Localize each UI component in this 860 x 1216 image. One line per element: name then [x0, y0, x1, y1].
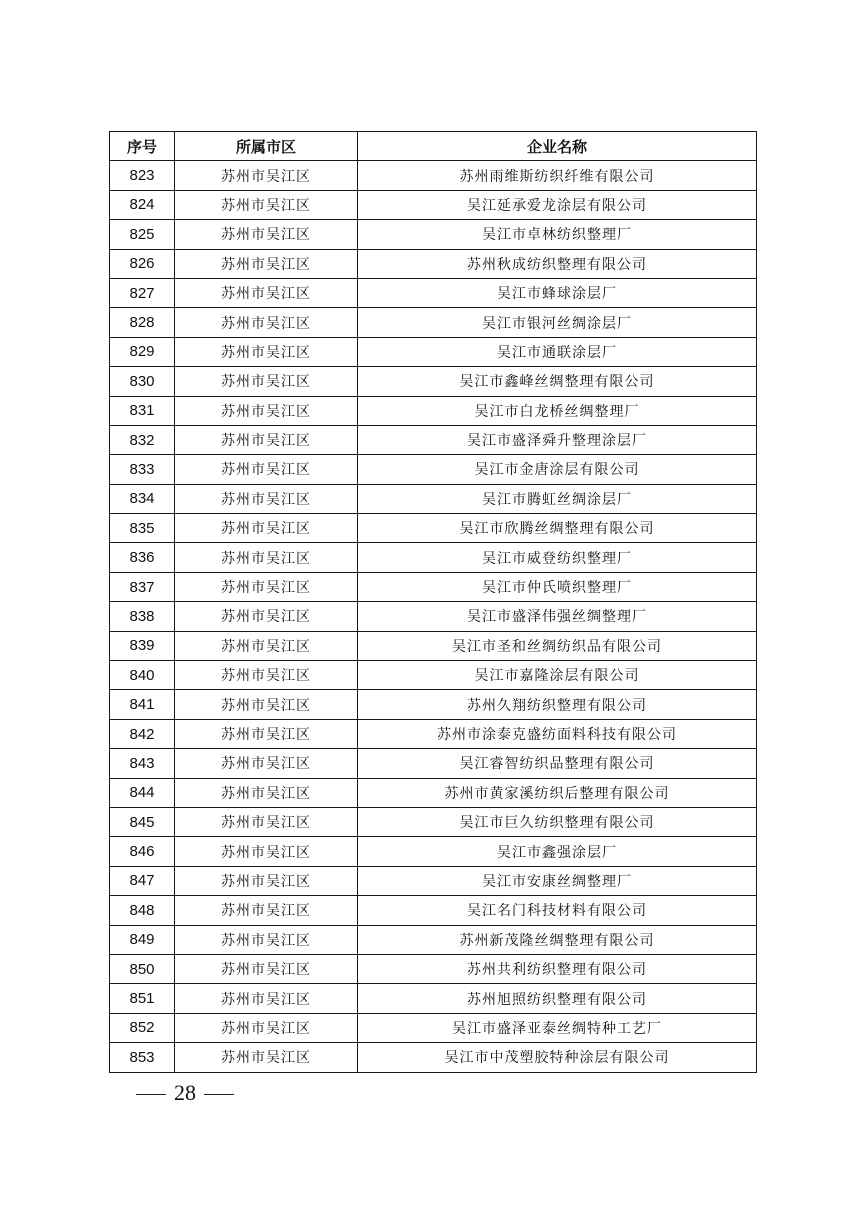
- cell-seq: 838: [110, 602, 175, 631]
- cell-company-name: 吴江市银河丝绸涂层厂: [358, 308, 757, 337]
- cell-company-name: 苏州雨维斯纺织纤维有限公司: [358, 161, 757, 190]
- cell-seq: 843: [110, 749, 175, 778]
- table-row: [110, 1013, 757, 1042]
- cell-seq: 832: [110, 425, 175, 454]
- cell-district: 苏州市吴江区: [175, 778, 358, 807]
- cell-seq: 839: [110, 631, 175, 660]
- table-body: [110, 161, 757, 1072]
- cell-company-name: 吴江市腾虹丝绸涂层厂: [358, 484, 757, 513]
- table-row: [110, 190, 757, 219]
- cell-district: 苏州市吴江区: [175, 220, 358, 249]
- cell-company-name: 吴江市通联涂层厂: [358, 337, 757, 366]
- header-district: 所属市区: [175, 132, 358, 161]
- cell-district: 苏州市吴江区: [175, 866, 358, 895]
- table-row: [110, 455, 757, 484]
- cell-district: 苏州市吴江区: [175, 543, 358, 572]
- cell-company-name: 吴江市卓林纺织整理厂: [358, 220, 757, 249]
- cell-district: 苏州市吴江区: [175, 749, 358, 778]
- cell-district: 苏州市吴江区: [175, 896, 358, 925]
- cell-district: 苏州市吴江区: [175, 602, 358, 631]
- cell-company-name: 吴江市仲氏喷织整理厂: [358, 572, 757, 601]
- cell-district: 苏州市吴江区: [175, 954, 358, 983]
- cell-company-name: 吴江市威登纺织整理厂: [358, 543, 757, 572]
- cell-company-name: 苏州市涂泰克盛纺面料科技有限公司: [358, 719, 757, 748]
- cell-seq: 844: [110, 778, 175, 807]
- table-row: [110, 925, 757, 954]
- cell-district: 苏州市吴江区: [175, 572, 358, 601]
- cell-company-name: 苏州市黄家溪纺织后整理有限公司: [358, 778, 757, 807]
- cell-seq: 824: [110, 190, 175, 219]
- page-number: 28: [174, 1080, 196, 1105]
- cell-district: 苏州市吴江区: [175, 690, 358, 719]
- cell-district: 苏州市吴江区: [175, 190, 358, 219]
- cell-seq: 846: [110, 837, 175, 866]
- cell-district: 苏州市吴江区: [175, 514, 358, 543]
- table-row: [110, 896, 757, 925]
- table-row: [110, 278, 757, 307]
- cell-district: 苏州市吴江区: [175, 249, 358, 278]
- table-row: [110, 572, 757, 601]
- cell-district: 苏州市吴江区: [175, 1013, 358, 1042]
- table-row: [110, 749, 757, 778]
- cell-district: 苏州市吴江区: [175, 807, 358, 836]
- cell-seq: 847: [110, 866, 175, 895]
- cell-company-name: 苏州久翔纺织整理有限公司: [358, 690, 757, 719]
- cell-company-name: 吴江延承爱龙涂层有限公司: [358, 190, 757, 219]
- cell-company-name: 吴江市巨久纺织整理有限公司: [358, 807, 757, 836]
- cell-seq: 834: [110, 484, 175, 513]
- cell-seq: 825: [110, 220, 175, 249]
- table-row: [110, 954, 757, 983]
- cell-company-name: 吴江市白龙桥丝绸整理厂: [358, 396, 757, 425]
- cell-company-name: 吴江市盛泽伟强丝绸整理厂: [358, 602, 757, 631]
- cell-company-name: 吴江市盛泽舜升整理涂层厂: [358, 425, 757, 454]
- cell-seq: 848: [110, 896, 175, 925]
- table-row: [110, 308, 757, 337]
- cell-seq: 851: [110, 984, 175, 1013]
- cell-district: 苏州市吴江区: [175, 337, 358, 366]
- cell-district: 苏州市吴江区: [175, 984, 358, 1013]
- cell-seq: 823: [110, 161, 175, 190]
- cell-district: 苏州市吴江区: [175, 455, 358, 484]
- cell-district: 苏州市吴江区: [175, 161, 358, 190]
- table-row: [110, 367, 757, 396]
- cell-district: 苏州市吴江区: [175, 425, 358, 454]
- footer-dash-left: [136, 1094, 166, 1095]
- table-row: [110, 396, 757, 425]
- cell-district: 苏州市吴江区: [175, 1043, 358, 1072]
- cell-company-name: 吴江市欣腾丝绸整理有限公司: [358, 514, 757, 543]
- cell-seq: 833: [110, 455, 175, 484]
- cell-seq: 837: [110, 572, 175, 601]
- cell-seq: 850: [110, 954, 175, 983]
- cell-district: 苏州市吴江区: [175, 719, 358, 748]
- cell-company-name: 吴江市蜂球涂层厂: [358, 278, 757, 307]
- cell-company-name: 苏州新茂隆丝绸整理有限公司: [358, 925, 757, 954]
- cell-company-name: 吴江市安康丝绸整理厂: [358, 866, 757, 895]
- table-row: [110, 807, 757, 836]
- table-row: [110, 690, 757, 719]
- table-row: [110, 543, 757, 572]
- table-row: [110, 514, 757, 543]
- cell-seq: 845: [110, 807, 175, 836]
- cell-seq: 853: [110, 1043, 175, 1072]
- cell-seq: 840: [110, 661, 175, 690]
- cell-seq: 830: [110, 367, 175, 396]
- table-row: [110, 425, 757, 454]
- cell-district: 苏州市吴江区: [175, 396, 358, 425]
- cell-company-name: 吴江市盛泽亚泰丝绸特种工艺厂: [358, 1013, 757, 1042]
- cell-company-name: 吴江市圣和丝绸纺织品有限公司: [358, 631, 757, 660]
- table-row: [110, 161, 757, 190]
- cell-seq: 826: [110, 249, 175, 278]
- page-footer: [128, 1080, 242, 1106]
- table-row: [110, 484, 757, 513]
- cell-district: 苏州市吴江区: [175, 661, 358, 690]
- header-seq: 序号: [110, 132, 175, 161]
- table-row: [110, 602, 757, 631]
- cell-seq: 836: [110, 543, 175, 572]
- cell-company-name: 苏州共利纺织整理有限公司: [358, 954, 757, 983]
- cell-seq: 842: [110, 719, 175, 748]
- table-row: [110, 778, 757, 807]
- cell-seq: 841: [110, 690, 175, 719]
- cell-district: 苏州市吴江区: [175, 925, 358, 954]
- table-row: [110, 719, 757, 748]
- footer-dash-right: [204, 1094, 234, 1095]
- cell-district: 苏州市吴江区: [175, 308, 358, 337]
- cell-seq: 831: [110, 396, 175, 425]
- table-row: [110, 984, 757, 1013]
- cell-district: 苏州市吴江区: [175, 631, 358, 660]
- cell-seq: 849: [110, 925, 175, 954]
- cell-seq: 827: [110, 278, 175, 307]
- cell-seq: 835: [110, 514, 175, 543]
- table-row: [110, 866, 757, 895]
- cell-seq: 828: [110, 308, 175, 337]
- cell-company-name: 吴江市金唐涂层有限公司: [358, 455, 757, 484]
- cell-seq: 852: [110, 1013, 175, 1042]
- table-row: [110, 337, 757, 366]
- table-row: [110, 1043, 757, 1072]
- enterprise-table: [109, 131, 757, 1073]
- header-row: [110, 132, 757, 161]
- table-row: [110, 837, 757, 866]
- table-row: [110, 220, 757, 249]
- cell-company-name: 吴江名门科技材料有限公司: [358, 896, 757, 925]
- cell-district: 苏州市吴江区: [175, 367, 358, 396]
- cell-district: 苏州市吴江区: [175, 484, 358, 513]
- cell-company-name: 吴江市嘉隆涂层有限公司: [358, 661, 757, 690]
- cell-company-name: 吴江市中茂塑胶特种涂层有限公司: [358, 1043, 757, 1072]
- cell-district: 苏州市吴江区: [175, 278, 358, 307]
- table-row: [110, 661, 757, 690]
- table-row: [110, 631, 757, 660]
- cell-company-name: 苏州秋成纺织整理有限公司: [358, 249, 757, 278]
- cell-company-name: 吴江市鑫峰丝绸整理有限公司: [358, 367, 757, 396]
- cell-district: 苏州市吴江区: [175, 837, 358, 866]
- cell-company-name: 吴江市鑫强涂层厂: [358, 837, 757, 866]
- cell-company-name: 苏州旭照纺织整理有限公司: [358, 984, 757, 1013]
- cell-seq: 829: [110, 337, 175, 366]
- cell-company-name: 吴江睿智纺织品整理有限公司: [358, 749, 757, 778]
- header-company-name: 企业名称: [358, 132, 757, 161]
- table-row: [110, 249, 757, 278]
- table-header: [110, 132, 757, 161]
